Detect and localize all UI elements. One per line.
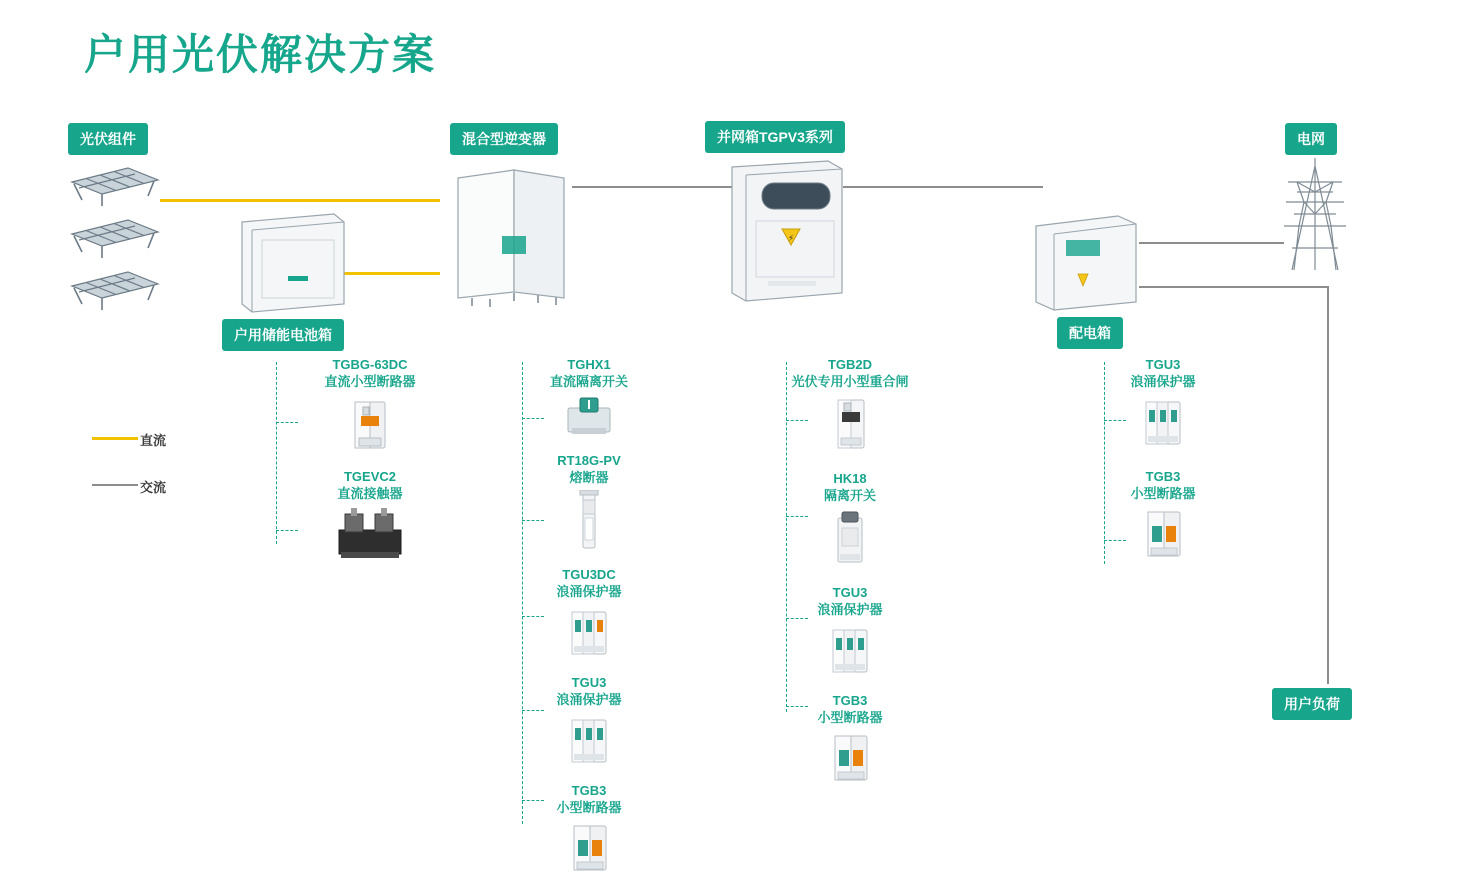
- chip-grid: 电网: [1285, 123, 1337, 155]
- product-hk18: HK18 隔离开关: [786, 470, 914, 570]
- product-group-inverter: [530, 356, 648, 878]
- ac-line-gridbox-to-distribution: [843, 186, 1043, 188]
- legend-dc-label: 直流: [140, 433, 167, 448]
- surge-protector-icon: [530, 604, 648, 662]
- surge-protector-icon: [1104, 394, 1222, 452]
- chip-grid-box: 并网箱TGPV3系列: [705, 121, 845, 153]
- tick-battery-1: [276, 422, 298, 423]
- fuse-icon: [530, 490, 648, 552]
- isolator-switch-icon: [786, 508, 914, 570]
- product-group-distribution: [1104, 356, 1222, 564]
- miniature-circuit-breaker-icon: [786, 730, 914, 788]
- legend-ac-label: 交流: [140, 480, 167, 495]
- product-tgevc2: TGEVC2 直流接触器: [300, 468, 440, 562]
- product-tgu3-gridbox: TGU3 浪涌保护器: [786, 584, 914, 680]
- dc-contactor-icon: [300, 506, 440, 562]
- ac-line-distribution-to-load-v: [1327, 286, 1329, 684]
- product-group-gridbox: [786, 356, 914, 788]
- product-tghx1: TGHX1 直流隔离开关: [530, 356, 648, 438]
- tick-battery-2: [276, 530, 298, 531]
- hybrid-inverter-graphic: [452, 164, 577, 309]
- ac-line-distribution-to-load-h: [1139, 286, 1329, 288]
- product-tgb3-inverter: TGB3 小型断路器: [530, 782, 648, 878]
- product-tgb3-distribution: TGB3 小型断路器: [1104, 468, 1222, 564]
- product-tgb3-gridbox: TGB3 小型断路器: [786, 692, 914, 788]
- spine-inverter: [522, 362, 523, 824]
- product-tgu3-inverter: TGU3 浪涌保护器: [530, 674, 648, 770]
- dc-line-battery-to-inverter: [340, 272, 440, 275]
- dc-line-pv-to-battery: [160, 199, 440, 202]
- product-tgbg-63dc: TGBG-63DC 直流小型断路器: [300, 356, 440, 456]
- chip-pv-module: 光伏组件: [68, 123, 148, 155]
- legend-ac-line: [92, 484, 138, 486]
- grid-box-graphic: [728, 157, 846, 305]
- auto-recloser-icon: [786, 394, 914, 456]
- pv-array-graphic: [58, 160, 173, 340]
- dc-isolator-switch-icon: [530, 394, 648, 438]
- product-group-battery: [300, 356, 440, 562]
- chip-user-load: 用户负荷: [1272, 688, 1352, 720]
- miniature-circuit-breaker-icon: [530, 820, 648, 878]
- ac-line-inverter-to-gridbox: [572, 186, 732, 188]
- page-title: 户用光伏解决方案: [84, 31, 437, 78]
- grid-tower-graphic: [1278, 156, 1352, 274]
- ac-line-distribution-to-grid: [1139, 242, 1284, 244]
- legend-dc-line: [92, 437, 138, 440]
- battery-box-graphic: [238, 208, 348, 313]
- surge-protector-icon: [530, 712, 648, 770]
- miniature-circuit-breaker-icon: [300, 394, 440, 456]
- chip-battery-box: 户用储能电池箱: [222, 319, 344, 351]
- chip-hybrid-inverter: 混合型逆变器: [450, 123, 558, 155]
- chip-distribution-box: 配电箱: [1057, 317, 1123, 349]
- distribution-box-graphic: [1032, 208, 1140, 313]
- miniature-circuit-breaker-icon: [1104, 506, 1222, 564]
- surge-protector-icon: [786, 622, 914, 680]
- spine-battery: [276, 362, 277, 544]
- product-tgb2d: TGB2D 光伏专用小型重合闸: [786, 356, 914, 456]
- product-rt18g-pv: RT18G-PV 熔断器: [530, 452, 648, 552]
- svg-text:⚡: ⚡: [787, 233, 795, 243]
- product-tgu3-distribution: TGU3 浪涌保护器: [1104, 356, 1222, 452]
- product-tgu3dc: TGU3DC 浪涌保护器: [530, 566, 648, 662]
